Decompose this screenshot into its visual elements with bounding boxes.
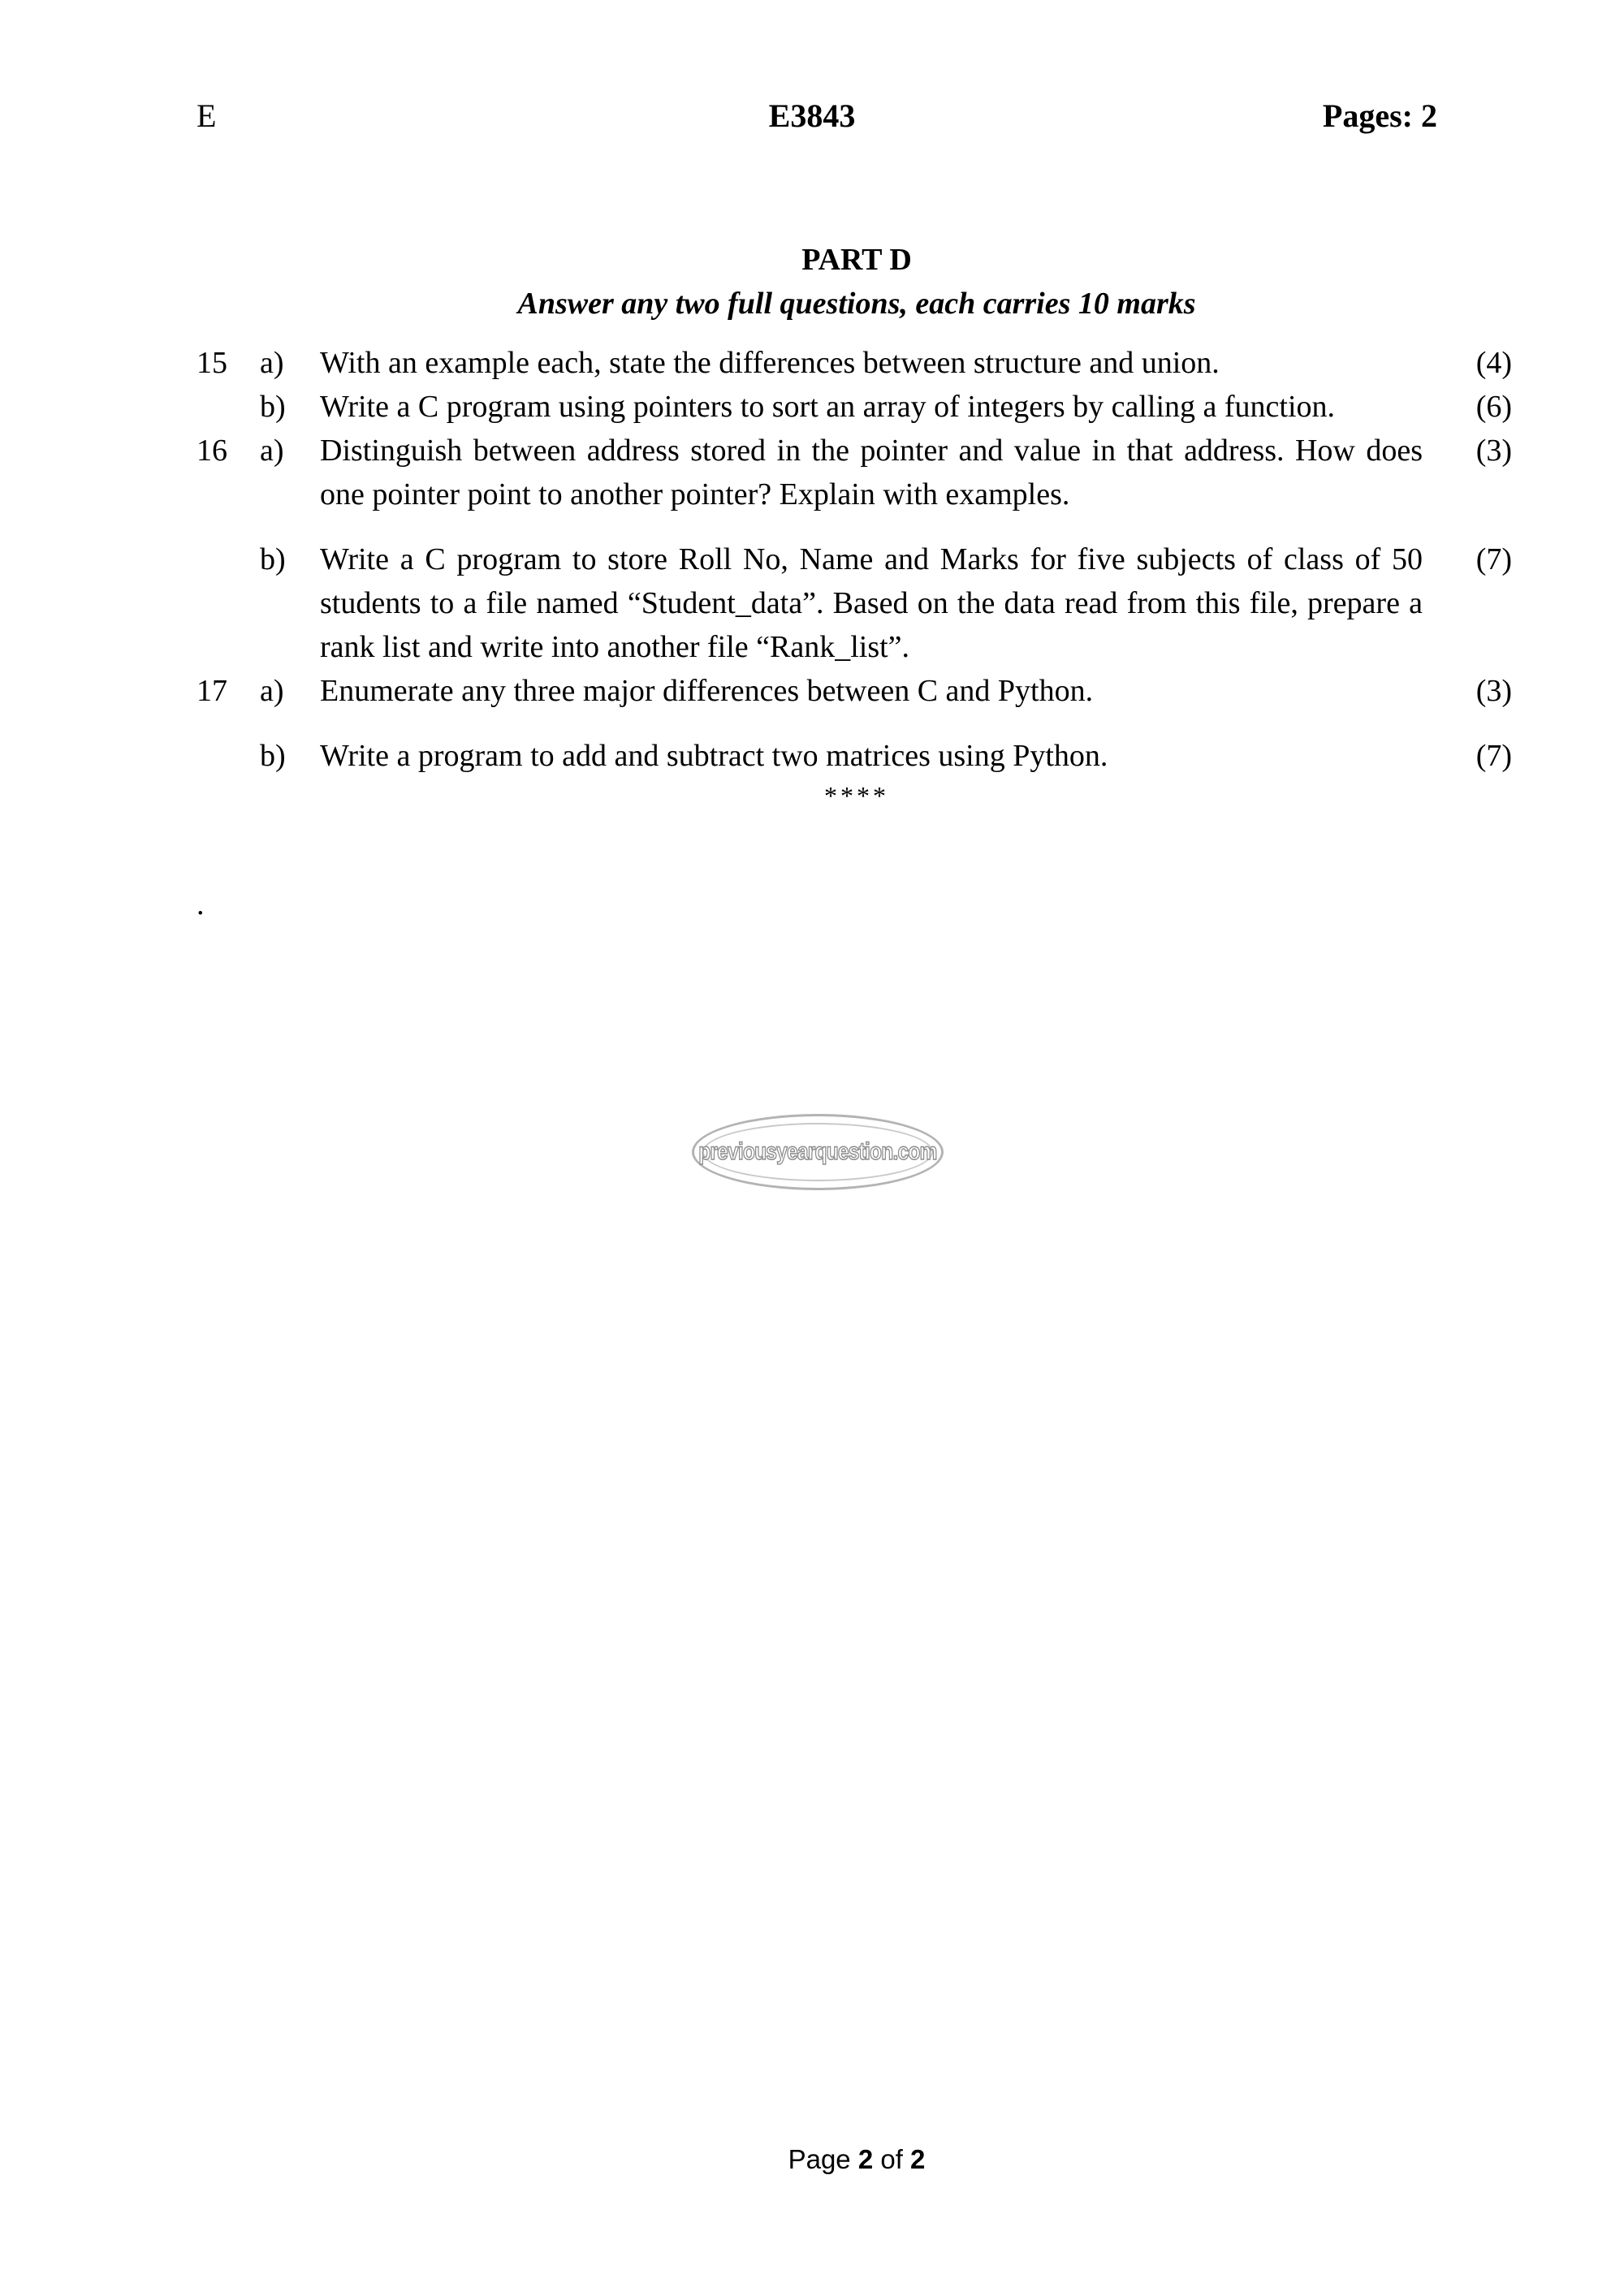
question-part: b) — [260, 390, 286, 424]
question-part: a) — [260, 674, 284, 708]
stray-mark: . — [197, 887, 205, 921]
exam-series-letter: E — [197, 97, 217, 134]
question-15a — [197, 341, 1512, 385]
question-text: Write a C program using pointers to sort an array of integers by calling a function. — [320, 390, 1336, 424]
footer-prefix: Page — [788, 2144, 858, 2174]
question-number: 17 — [197, 674, 227, 708]
watermark-text: previousyearquestion.com — [698, 1138, 937, 1165]
question-list — [197, 341, 1512, 778]
question-text: Write a program to add and subtract two matrices using Python. — [320, 739, 1108, 773]
question-marks: (4) — [1475, 346, 1512, 380]
question-marks: (3) — [1475, 434, 1512, 468]
section-instructions: Answer any two full questions, each carries 10 marks — [517, 287, 1196, 321]
question-17b — [197, 734, 1512, 778]
question-text: Distinguish between address stored in the pointer and value in that address. How does one pointer point to another pointer? Explain with examples. — [320, 434, 1423, 511]
page-count: Pages: 2 — [1322, 97, 1437, 134]
question-marks: (7) — [1475, 739, 1512, 773]
section-title: PART D — [801, 243, 912, 277]
question-number: 16 — [197, 434, 227, 468]
exam-code: E3843 — [768, 97, 856, 134]
question-text: With an example each, state the differences between structure and union. — [320, 346, 1220, 380]
question-marks: (7) — [1475, 542, 1512, 576]
question-part: a) — [260, 434, 284, 468]
question-part: b) — [260, 542, 286, 576]
watermark-logo — [692, 1114, 944, 1190]
question-marks: (6) — [1475, 390, 1512, 424]
question-16b — [197, 537, 1512, 669]
question-text: Enumerate any three major differences between C and Python. — [320, 674, 1094, 708]
question-text: Write a C program to store Roll No, Name and Marks for five subjects of class of 50 students to a file named “Student_data”. Based on the data read from this file, prepare a rank list and write into another file “Rank_list”. — [320, 542, 1423, 664]
end-of-paper-marker: **** — [824, 781, 889, 810]
question-marks: (3) — [1475, 674, 1512, 708]
question-part: a) — [260, 346, 284, 380]
question-16a — [197, 429, 1512, 516]
footer-middle: of — [873, 2144, 911, 2174]
page-footer — [0, 2143, 1624, 2176]
footer-current-page: 2 — [857, 2144, 874, 2174]
footer-total-pages: 2 — [910, 2144, 926, 2174]
question-17a — [197, 669, 1512, 713]
question-number: 15 — [197, 346, 227, 380]
question-part: b) — [260, 739, 286, 773]
question-15b — [197, 385, 1512, 429]
